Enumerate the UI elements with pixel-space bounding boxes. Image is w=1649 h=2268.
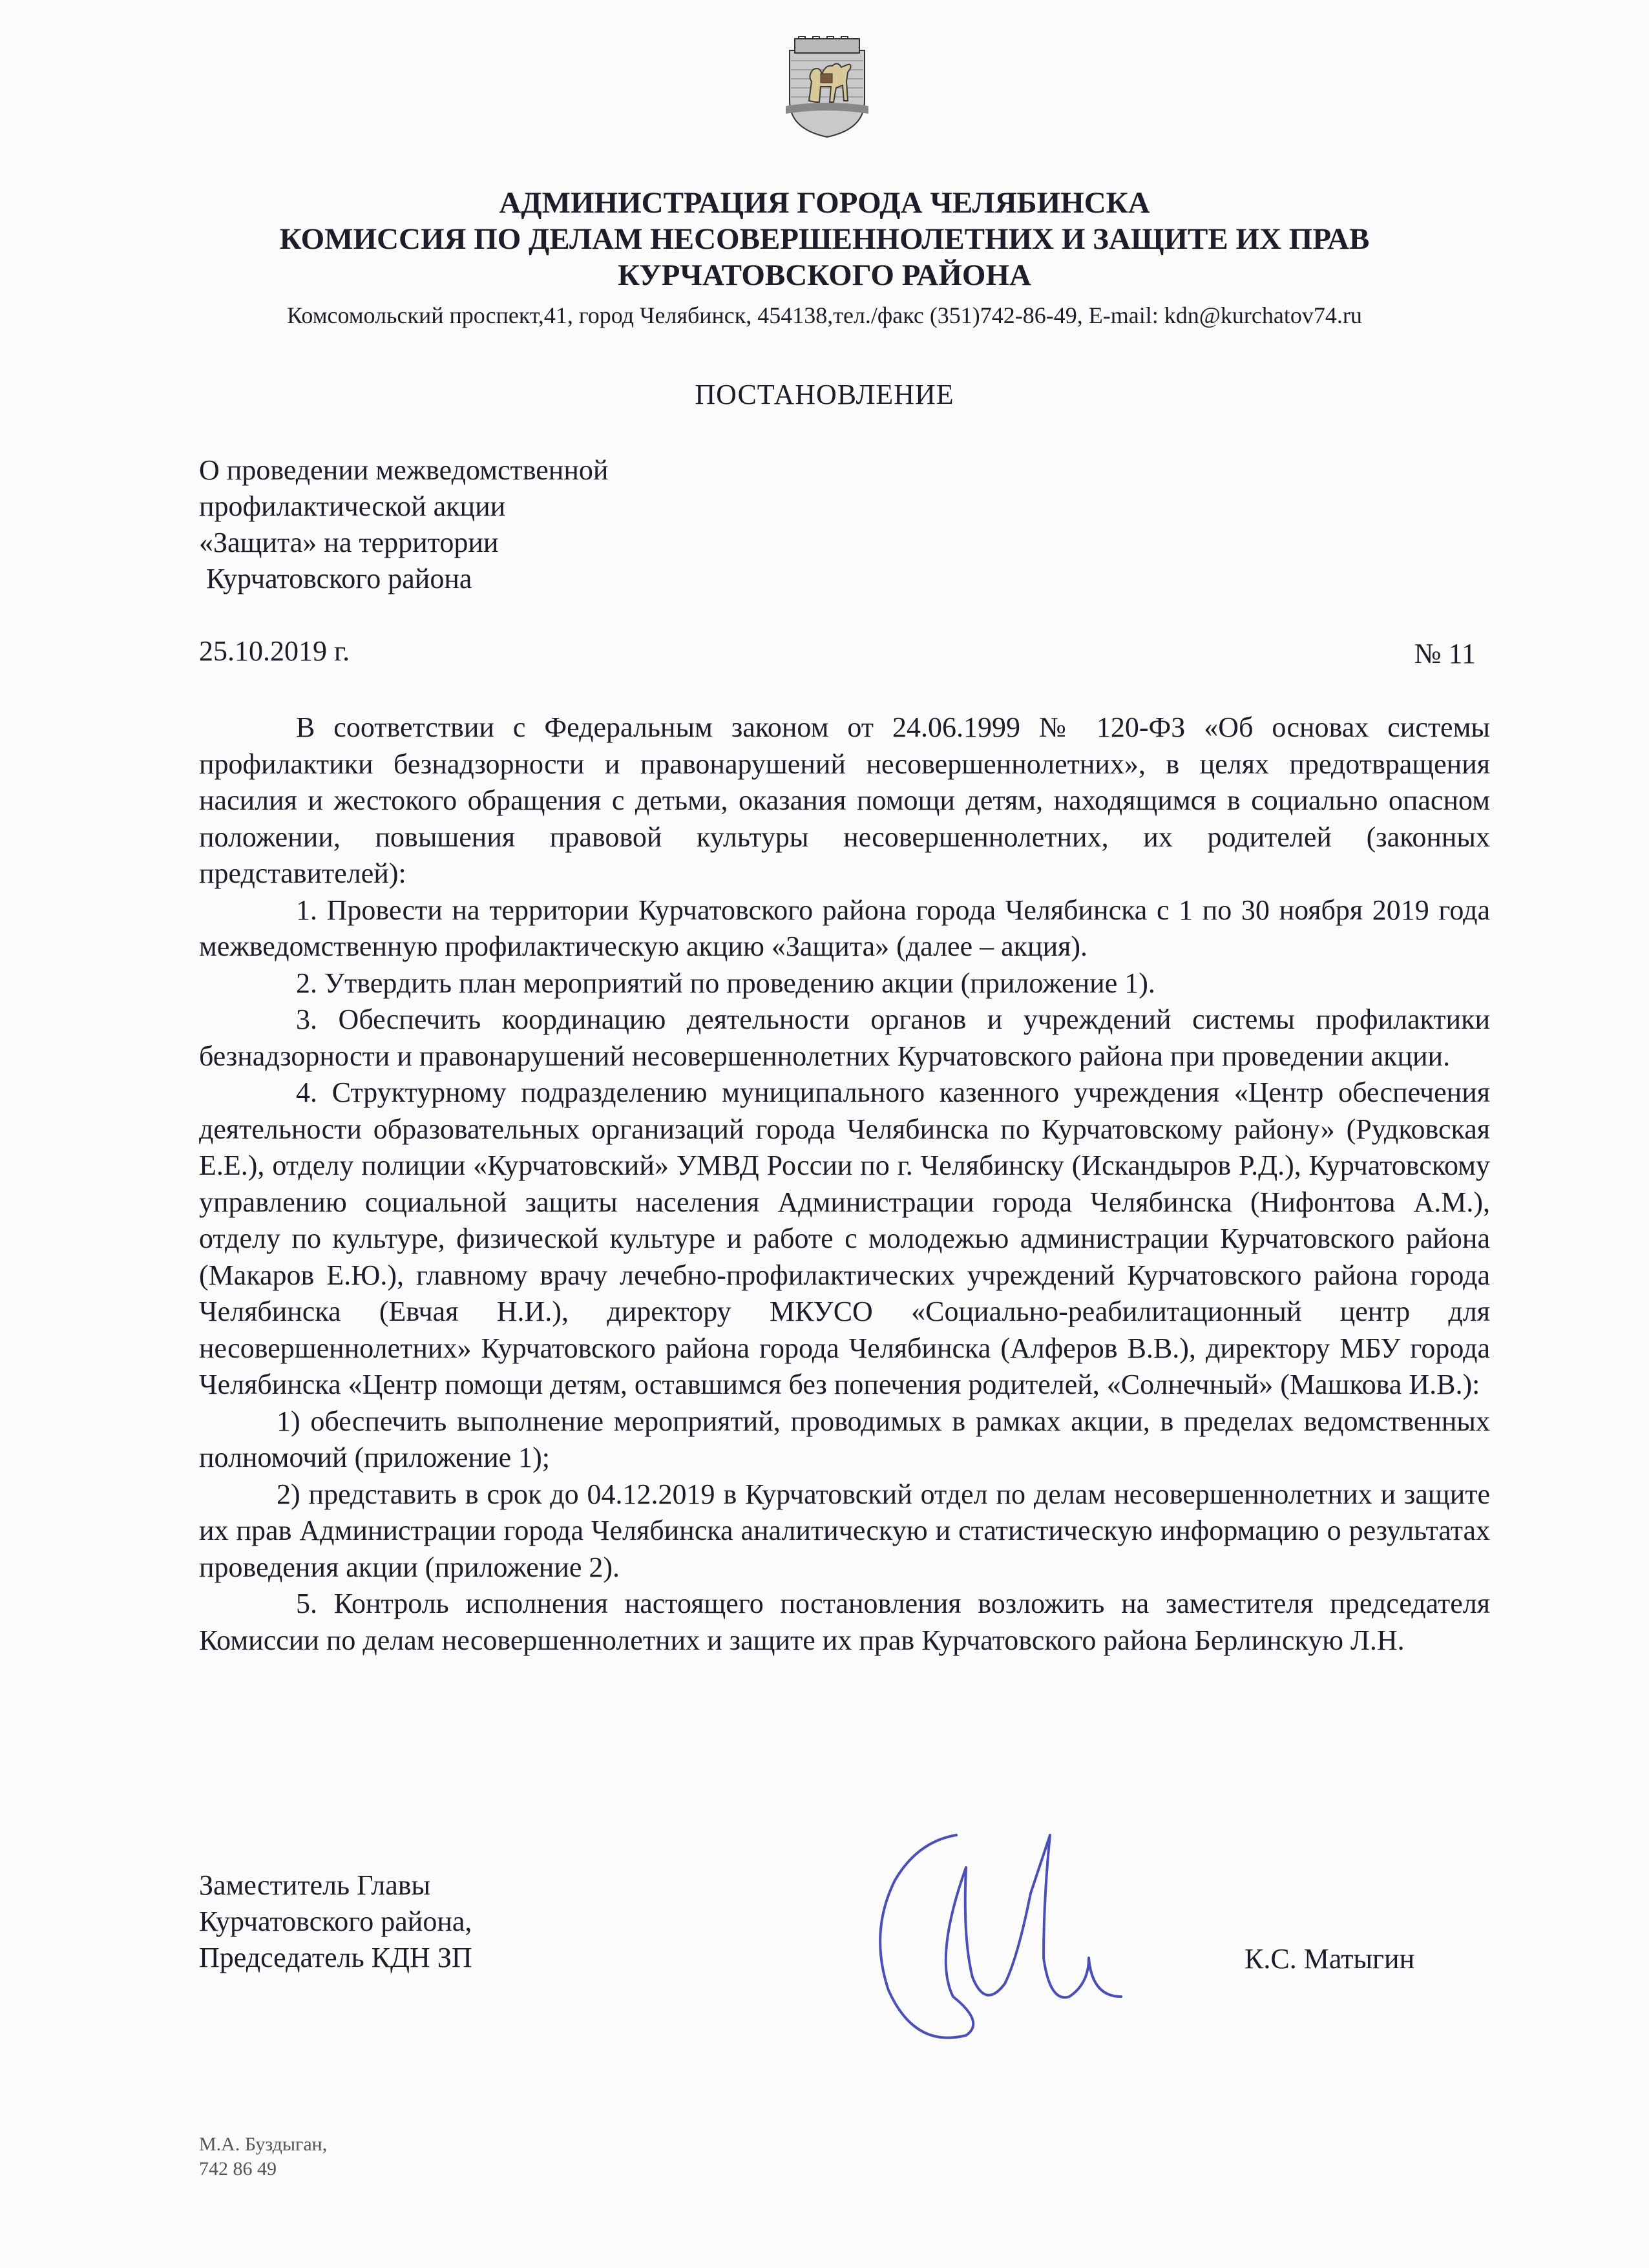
signatory-name: К.С. Матыгин — [1245, 1943, 1415, 1975]
executor-phone: 742 86 49 — [199, 2158, 277, 2179]
signatory-position-line: Курчатовского района, — [199, 1906, 472, 1937]
paragraph-item-1: 1. Провести на территории Курчатовского района города Челябинска с 1 по 30 ноября 2019 года межведомственную профилактическую акцию «Защита» (далее – акция). — [199, 894, 1490, 962]
paragraph-subitem-1: 1) обеспечить выполнение мероприятий, проводимых в рамках акции, в пределах ведомственных полномочий (приложение 1); — [199, 1405, 1490, 1473]
paragraph-item-3: 3. Обеспечить координацию деятельности органов и учреждений системы профилактики безнадзорности и правонарушений несовершеннолетних Курчатовского района при проведении акции. — [199, 1003, 1490, 1072]
document-title: ПОСТАНОВЛЕНИЕ — [695, 379, 954, 410]
org-address: Комсомольский проспект,41, город Челябинск, 454138,тел./факс (351)742-86-49, E-mail: kdn@kurchatov74.ru — [287, 302, 1362, 328]
executor-name: М.А. Буздыган, — [199, 2134, 328, 2155]
paragraph-preamble: В соответствии с Федеральным законом от 24.06.1999 № 120-ФЗ «Об основах системы профилактики безнадзорности и правонарушений несовершеннолетних», в целях предотвращения насилия и жестокого обращения с детьми, оказания помощи детям, находящимся в социально опасном положении, повышения правовой культуры несовершеннолетних, их родителей (законных представителей): — [199, 711, 1490, 889]
paragraph-item-2: 2. Утвердить план мероприятий по проведению акции (приложение 1). — [296, 967, 1155, 999]
handwritten-signature — [859, 1796, 1157, 2087]
executor-info — [199, 2132, 327, 2181]
signatory-position-line: Заместитель Главы — [199, 1869, 431, 1901]
subject-line: О проведении межведомственной — [199, 454, 609, 486]
paragraph-item-4: 4. Структурному подразделению муниципального казенного учреждения «Центр обеспечения деятельности образовательных организаций города Челябинска по Курчатовскому району» (Рудковская Е.Е.), отделу полиции «Курчатовский» УМВД России по г. Челябинску (Искандыров Р.Д.), Курчатовскому управлению социальной защиты населения Администрации города Челябинска (Нифонтова А.М.), отделу по культуре, физической культуре и работе с молодежью администрации Курчатовского района (Макаров Е.Ю.), главному врачу лечебно-профилактических учреждений Курчатовского района города Челябинска (Евчая Н.И.), директору МКУСО «Социально-реабилитационный центр для несовершеннолетних» Курчатовского района города Челябинска (Алферов В.В.), директору МБУ города Челябинска «Центр помощи детям, оставшимся без попечения родителей, «Солнечный» (Машкова И.В.): — [199, 1076, 1490, 1400]
org-name-line-3: КУРЧАТОВСКОГО РАЙОНА — [618, 258, 1031, 292]
document-subject — [199, 452, 608, 597]
org-name-line-2: КОМИССИЯ ПО ДЕЛАМ НЕСОВЕРШЕННОЛЕТНИХ И ЗАЩИТЕ ИХ ПРАВ — [279, 222, 1370, 256]
paragraph-subitem-2: 2) представить в срок до 04.12.2019 в Курчатовский отдел по делам несовершеннолетних и защите их прав Администрации города Челябинска аналитическую и статистическую информацию о результатах проведения акции (приложение 2). — [199, 1478, 1490, 1583]
org-name-line-1: АДМИНИСТРАЦИЯ ГОРОДА ЧЕЛЯБИНСКА — [499, 186, 1150, 220]
subject-line: Курчатовского района — [199, 563, 472, 594]
document-body — [199, 709, 1490, 1659]
subject-line: «Защита» на территории — [199, 527, 499, 558]
paragraph-item-5: 5. Контроль исполнения настоящего постановления возложить на заместителя председателя Комиссии по делам несовершеннолетних и защите их прав Курчатовского района Берлинскую Л.Н. — [199, 1588, 1490, 1656]
signatory-position-line: Председатель КДН ЗП — [199, 1942, 472, 1973]
signatory-position — [199, 1867, 472, 1976]
document-number: № 11 — [1414, 638, 1476, 669]
coat-of-arms-icon — [786, 36, 868, 140]
subject-line: профилактической акции — [199, 490, 506, 522]
document-date: 25.10.2019 г. — [199, 635, 350, 667]
